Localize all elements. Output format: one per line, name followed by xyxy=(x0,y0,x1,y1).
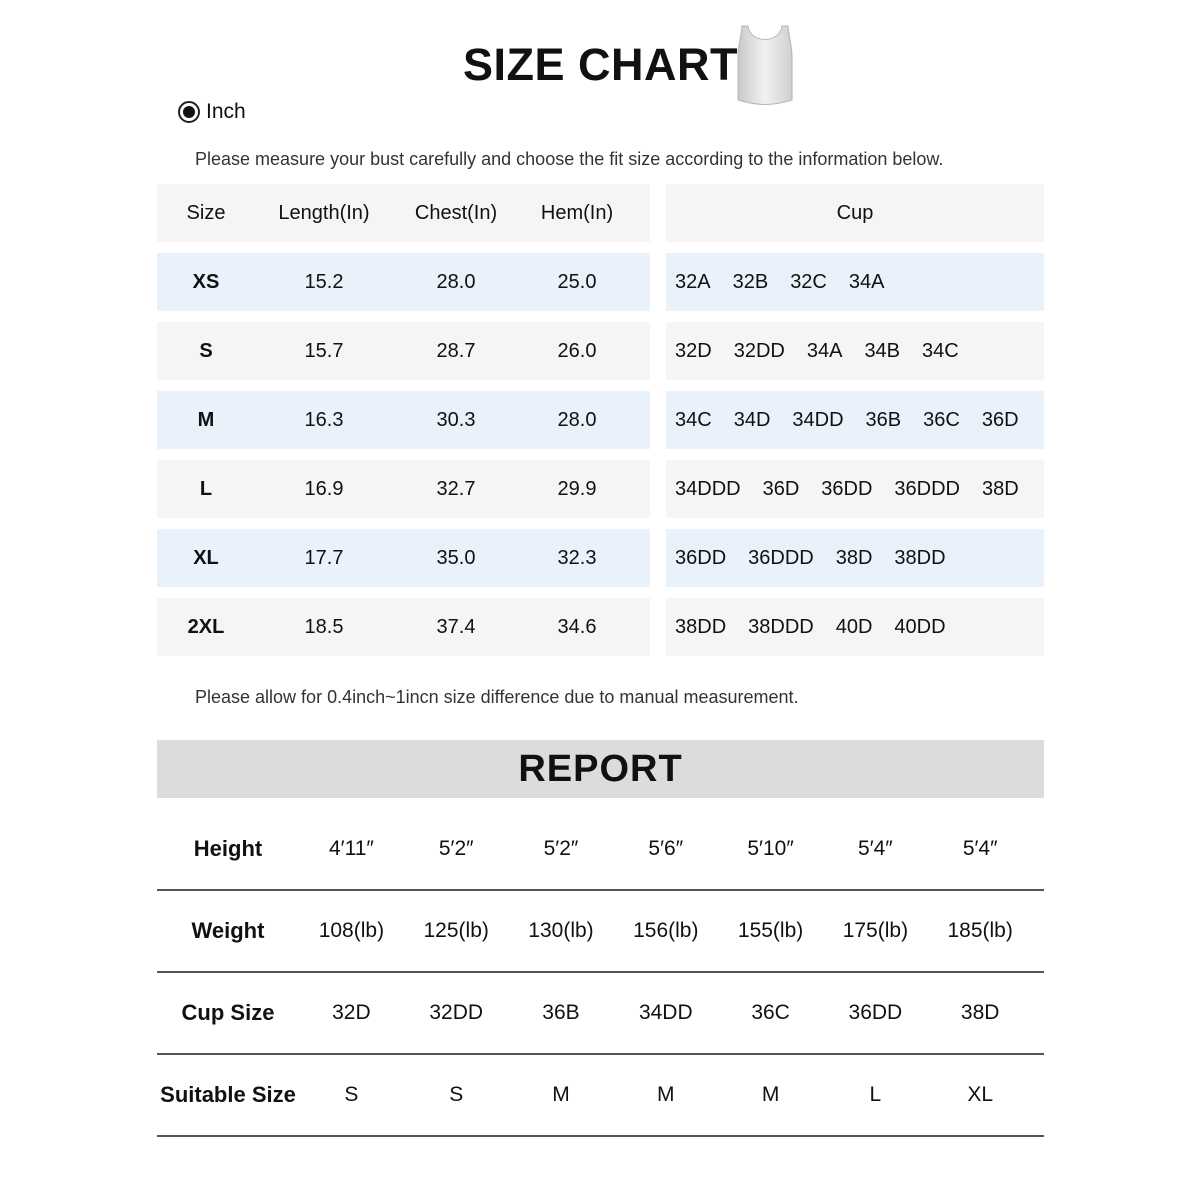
size-cell: S xyxy=(199,339,213,362)
radio-selected-dot xyxy=(183,106,195,118)
cup-size-item: 32C xyxy=(790,270,827,293)
cup-table xyxy=(666,184,1044,667)
size-cell: L xyxy=(199,477,213,500)
cup-row xyxy=(666,322,1044,380)
size-table xyxy=(157,184,650,667)
hem-cell: 28.0 xyxy=(557,408,597,431)
report-value: 36B xyxy=(542,1001,580,1024)
report-value: M xyxy=(761,1083,780,1106)
cup-size-item: 36DD xyxy=(821,477,873,500)
report-value: 36C xyxy=(751,1001,790,1024)
hem-cell: 32.3 xyxy=(557,546,597,569)
cup-row xyxy=(666,391,1044,449)
report-value: 38D xyxy=(960,1001,1000,1024)
chest-cell: 28.0 xyxy=(436,270,476,293)
report-value: 155(lb) xyxy=(737,919,804,942)
size-row xyxy=(157,598,650,656)
header-hem: Hem(In) xyxy=(540,201,614,224)
hem-cell: 29.9 xyxy=(557,477,597,500)
cup-size-item: 34B xyxy=(864,339,901,362)
cup-size-item: 34A xyxy=(848,270,885,293)
cup-table-header xyxy=(666,184,1044,242)
size-row xyxy=(157,529,650,587)
chest-cell: 30.3 xyxy=(436,408,476,431)
cup-size-item: 38D xyxy=(835,546,873,569)
chest-cell: 28.7 xyxy=(436,339,476,362)
chest-cell: 35.0 xyxy=(436,546,476,569)
cup-list xyxy=(666,271,906,294)
report-value: 4′11″ xyxy=(328,837,374,860)
report-row xyxy=(157,1055,1044,1137)
report-value: 156(lb) xyxy=(633,919,699,942)
cup-list xyxy=(666,340,981,363)
report-value: 125(lb) xyxy=(423,919,489,942)
cup-size-item: 36B xyxy=(865,408,902,431)
chest-cell: 37.4 xyxy=(436,615,476,638)
cup-size-item: 34DD xyxy=(792,408,844,431)
header-length: Length(In) xyxy=(278,201,370,224)
cup-size-item: 38DD xyxy=(894,546,946,569)
cup-size-item: 38DDD xyxy=(748,615,814,638)
size-table-header xyxy=(157,184,650,242)
cup-size-item: 32A xyxy=(675,270,711,293)
length-cell: 18.5 xyxy=(304,615,344,638)
report-value: 5′2″ xyxy=(543,837,579,860)
cup-size-item: 32B xyxy=(732,270,769,293)
report-value: 5′4″ xyxy=(962,837,998,860)
tank-top-icon xyxy=(732,24,798,108)
inch-radio[interactable] xyxy=(178,101,200,123)
cup-size-item: 32D xyxy=(675,339,712,362)
cup-size-item: 40D xyxy=(835,615,873,638)
hem-cell: 25.0 xyxy=(557,270,597,293)
header-size: Size xyxy=(186,201,226,224)
cup-size-item: 36D xyxy=(981,408,1019,431)
unit-label: Inch xyxy=(206,100,246,123)
length-cell: 16.3 xyxy=(304,408,344,431)
cup-row xyxy=(666,253,1044,311)
cup-size-item: 34A xyxy=(806,339,843,362)
size-cell: M xyxy=(197,408,215,431)
cup-list xyxy=(666,409,1041,432)
report-row-label: Weight xyxy=(191,918,265,943)
length-cell: 17.7 xyxy=(304,546,344,569)
report-row xyxy=(157,891,1044,973)
size-row xyxy=(157,322,650,380)
cup-size-item: 34D xyxy=(733,408,771,431)
hem-cell: 34.6 xyxy=(557,615,597,638)
report-value: M xyxy=(657,1083,675,1106)
cup-list xyxy=(666,478,1041,501)
report-value: 175(lb) xyxy=(842,919,909,942)
report-banner xyxy=(157,740,1044,798)
allowance-note: Please allow for 0.4inch~1incn size difference due to manual measurement. xyxy=(195,687,799,707)
page-title: SIZE CHART xyxy=(463,39,738,90)
hem-cell: 26.0 xyxy=(557,339,597,362)
report-value: 5′10″ xyxy=(747,837,794,860)
report-value: L xyxy=(869,1083,882,1106)
cup-size-item: 36DDD xyxy=(894,477,960,500)
cup-row xyxy=(666,529,1044,587)
measure-note: Please measure your bust carefully and choose the fit size according to the information below. xyxy=(195,149,944,169)
length-cell: 15.7 xyxy=(304,339,344,362)
cup-size-item: 36DDD xyxy=(748,546,814,569)
unit-selector[interactable] xyxy=(178,98,246,126)
report-row xyxy=(157,809,1044,891)
report-value: 108(lb) xyxy=(318,919,385,942)
report-row xyxy=(157,973,1044,1055)
cup-list xyxy=(666,547,968,570)
size-row xyxy=(157,253,650,311)
cup-size-item: 40DD xyxy=(894,615,946,638)
report-value: S xyxy=(344,1083,359,1106)
length-cell: 15.2 xyxy=(304,270,344,293)
size-cell: XS xyxy=(192,270,220,293)
size-row xyxy=(157,460,650,518)
cup-list xyxy=(666,616,968,639)
cup-size-item: 36D xyxy=(762,477,800,500)
report-value: 185(lb) xyxy=(947,919,1013,942)
report-value: S xyxy=(449,1083,464,1106)
report-value: 5′6″ xyxy=(648,837,684,860)
cup-size-item: 36C xyxy=(923,408,960,431)
cup-size-item: 34C xyxy=(675,408,712,431)
cup-row xyxy=(666,598,1044,656)
report-row-label: Height xyxy=(193,836,263,861)
length-cell: 16.9 xyxy=(304,477,344,500)
report-value: 5′2″ xyxy=(438,837,474,860)
cup-size-item: 36DD xyxy=(675,546,727,569)
report-value: 34DD xyxy=(638,1001,693,1024)
header-chest: Chest(In) xyxy=(414,201,498,224)
report-value: 32D xyxy=(332,1001,371,1024)
report-value: 32DD xyxy=(429,1001,484,1024)
size-cell: XL xyxy=(193,546,219,569)
report-table xyxy=(157,809,1044,1137)
report-value: XL xyxy=(967,1083,994,1106)
cup-size-item: 32DD xyxy=(733,339,785,362)
cup-row xyxy=(666,460,1044,518)
report-value: 5′4″ xyxy=(858,837,893,860)
chest-cell: 32.7 xyxy=(436,477,476,500)
size-cell: 2XL xyxy=(187,615,225,638)
report-value: 36DD xyxy=(848,1001,903,1024)
report-row-label: Suitable Size xyxy=(160,1082,296,1107)
report-value: 130(lb) xyxy=(528,919,594,942)
cup-size-item: 38DD xyxy=(675,615,727,638)
report-value: M xyxy=(552,1083,570,1106)
report-row-label: Cup Size xyxy=(181,1000,275,1025)
cup-size-item: 38D xyxy=(982,477,1019,500)
size-row xyxy=(157,391,650,449)
report-title: REPORT xyxy=(518,747,683,790)
header-cup: Cup xyxy=(836,201,874,224)
cup-size-item: 34C xyxy=(922,339,959,362)
cup-size-item: 34DDD xyxy=(675,477,741,500)
